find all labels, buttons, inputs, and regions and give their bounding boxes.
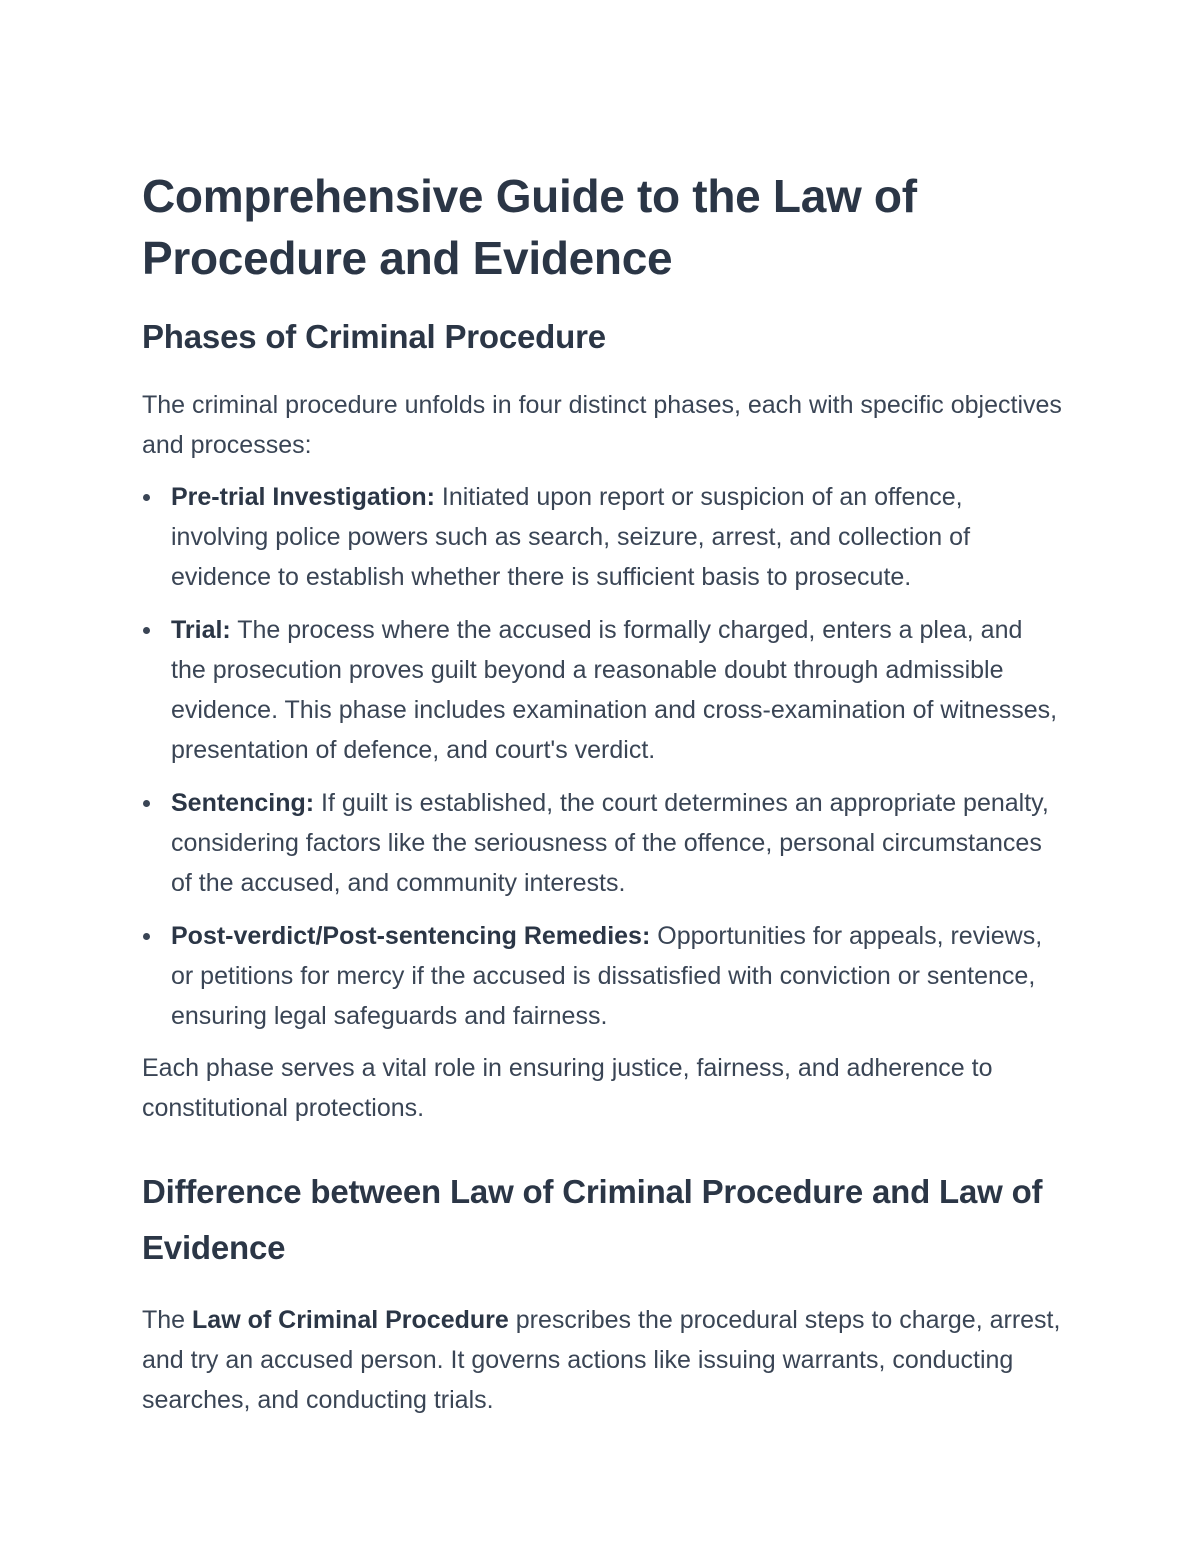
list-item-term: Trial: bbox=[171, 616, 231, 644]
list-item-text: The process where the accused is formally charged, enters a plea, and the prosecution proves guilt beyond a reasonable doubt through admissible evidence. This phase includes examination and cross-examination of witnesses, presentation of defence, and court's verdict. bbox=[171, 616, 1058, 764]
list-item-text: If guilt is established, the court determines an appropriate penalty, considering factors like the seriousness of the offence, personal circumstances of the accused, and community interests. bbox=[171, 789, 1049, 897]
bullet-icon bbox=[143, 627, 150, 634]
section-outro: Each phase serves a vital role in ensuring justice, fairness, and adherence to constitutional protections. bbox=[142, 1054, 993, 1122]
law-paragraph bbox=[142, 1300, 1062, 1420]
list-item bbox=[142, 610, 1062, 770]
list-item-text: Initiated upon report or suspicion of an offence, involving police powers such as search, seizure, arrest, and collection of evidence to establish whether there is sufficient basis to prosecute. bbox=[171, 483, 971, 591]
list-item bbox=[142, 477, 1062, 597]
law-paragraph-term: Law of Criminal Procedure bbox=[192, 1306, 509, 1334]
law-paragraph-prefix: The bbox=[142, 1306, 193, 1334]
document-page bbox=[142, 165, 1062, 1420]
phases-list bbox=[142, 477, 1062, 1036]
law-paragraph-text: prescribes the procedural steps to charge, arrest, and try an accused person. It governs actions like issuing warrants, conducting searches, and conducting trials. bbox=[142, 1306, 1061, 1414]
section-intro: The criminal procedure unfolds in four distinct phases, each with specific objectives and processes: bbox=[142, 391, 1062, 459]
bullet-icon bbox=[143, 933, 150, 940]
list-item bbox=[142, 783, 1062, 903]
list-item bbox=[142, 916, 1062, 1036]
section-heading-phases: Phases of Criminal Procedure bbox=[142, 318, 606, 355]
section-heading-difference: Difference between Law of Criminal Procedure and Law of Evidence bbox=[142, 1173, 1043, 1266]
list-item-term: Sentencing: bbox=[171, 789, 315, 817]
list-item-text: Opportunities for appeals, reviews, or petitions for mercy if the accused is dissatisfied with conviction or sentence, ensuring legal safeguards and fairness. bbox=[171, 922, 1043, 1030]
page-title: Comprehensive Guide to the Law of Procedure and Evidence bbox=[142, 170, 917, 284]
list-item-term: Pre-trial Investigation: bbox=[171, 483, 435, 511]
bullet-icon bbox=[143, 494, 150, 501]
list-item-term: Post-verdict/Post-sentencing Remedies: bbox=[171, 922, 651, 950]
bullet-icon bbox=[143, 800, 150, 807]
